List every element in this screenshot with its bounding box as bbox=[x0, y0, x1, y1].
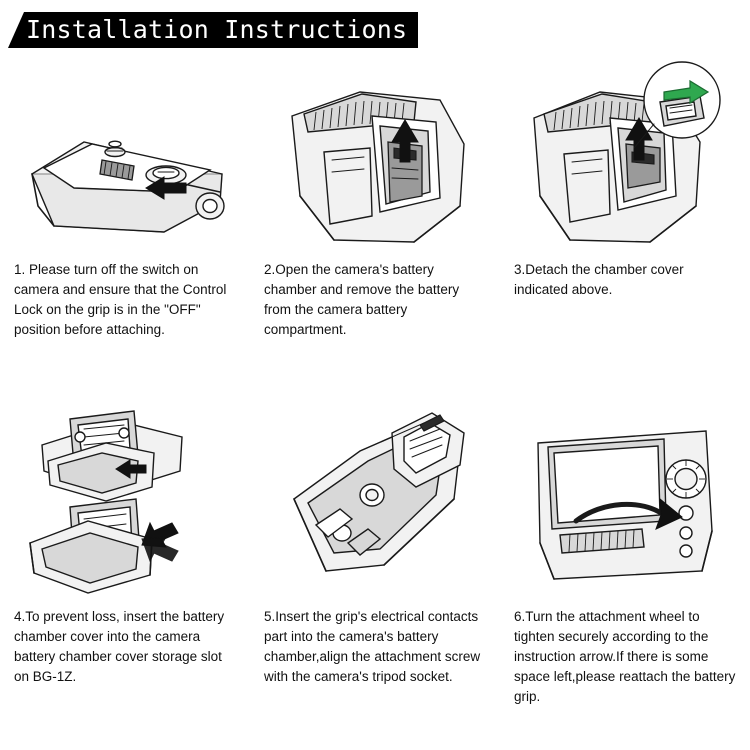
step-6-caption: 6.Turn the attachment wheel to tighten securely according to the instruction arrow.If there is some space left,please reattach the battery grip. bbox=[514, 609, 736, 704]
page-header bbox=[0, 0, 750, 56]
step-3-caption: 3.Detach the chamber cover indicated above. bbox=[514, 262, 684, 297]
instruction-step-1 bbox=[0, 56, 250, 403]
instruction-step-3 bbox=[500, 56, 750, 403]
step-4-caption: 4.To prevent loss, insert the battery chamber cover into the camera battery chamber cover storage slot on BG-1Z. bbox=[14, 609, 225, 684]
instruction-step-6 bbox=[500, 403, 750, 750]
instruction-grid bbox=[0, 56, 750, 750]
battery-chamber-open-figure bbox=[264, 56, 486, 256]
camera-switch-off-figure bbox=[14, 56, 236, 256]
detach-chamber-cover-figure bbox=[514, 56, 736, 256]
tighten-attachment-wheel-figure bbox=[514, 403, 736, 603]
cover-storage-slot-figure bbox=[14, 403, 236, 603]
insert-grip-contacts-figure bbox=[264, 403, 486, 603]
instruction-step-5 bbox=[250, 403, 500, 750]
instruction-step-4 bbox=[0, 403, 250, 750]
header-corner-wedge bbox=[8, 12, 24, 48]
page-title: Installation Instructions bbox=[26, 15, 408, 44]
step-5-caption: 5.Insert the grip's electrical contacts part into the camera's battery chamber,align the attachment screw with the camera's tripod socket. bbox=[264, 609, 481, 684]
instruction-step-2 bbox=[250, 56, 500, 403]
step-1-caption: 1. Please turn off the switch on camera and ensure that the Control Lock on the grip is in the "OFF" position before attaching. bbox=[14, 262, 227, 337]
step-2-caption: 2.Open the camera's battery chamber and remove the battery from the camera battery compartment. bbox=[264, 262, 460, 337]
